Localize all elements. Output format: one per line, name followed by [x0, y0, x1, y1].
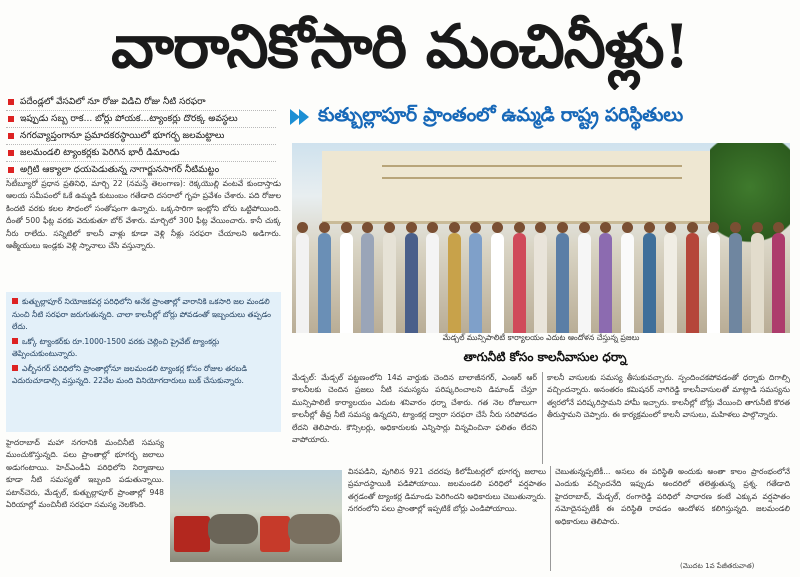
bullet-item [6, 128, 276, 145]
person-figure [643, 233, 656, 333]
building [322, 151, 742, 224]
bullet-text: పదేండ్లలో వేసవిలో నూ రోజు విడిచి రోజు నీటి సరఫరా [20, 97, 206, 107]
tanker-photo [170, 470, 342, 562]
person-figure [621, 233, 634, 333]
continuation-credit: (మొదట 1వ పేజీతరువాత) [680, 562, 755, 570]
bullet-item [6, 145, 276, 162]
person-figure [513, 233, 526, 333]
water-tank [208, 514, 258, 544]
subhead-text: కుత్బుల్లాపూర్ ప్రాంతంలో ఉమ్మడి రాష్ట్ర పరిస్థితులు [318, 103, 683, 126]
person-figure [729, 233, 742, 333]
article-column-5 [348, 466, 546, 571]
column-divider [542, 372, 543, 464]
protest-photo [292, 143, 790, 333]
subhead [290, 96, 790, 138]
article-text: కాలనీ వాసులకు సమస్య తీసుకువచ్చారు. స్పందించకపోవడంతో ధర్నాకు దిగాల్సి వచ్చిందన్నారు. అనంతరం కమిషనర్ నాగిరెడ్డి కాలనీవాసులతో మాట్లాడి సమస్యను త్వరలోనే పరిష్కరిస్తామని హామీ ఇచ్చారు. కాలనీల్లో బోర్లు వేయించి తాగునీటి కొరత తీరుస్తామని చెప్పారు. ఈ కార్యక్రమంలో కాలనీ వాసులు, మహిళలు పాల్గొన్నారు. [547, 373, 790, 420]
highlight-text: ఒక్కో ట్యాంకర్‌కు రూ.1000-1500 వరకు చెల్లించి ప్రైవేట్ ట్యాంకర్లు తెప్పించుకుంటున్నారు. [12, 336, 220, 358]
highlight-box [6, 292, 281, 432]
person-figure [340, 233, 353, 333]
person-figure [707, 233, 720, 333]
person-figure [469, 233, 482, 333]
bullet-text: నగరవ్యాప్తంగానూ ప్రమాదకరస్థాయిలో భూగర్భ జలమట్టాలు [20, 131, 225, 141]
person-figure [491, 233, 504, 333]
article-text: చెబుతున్నప్పటికీ... అసలు ఈ పరిస్థితి అందుకు అంతా కాలం ప్రారంభంలోనే ఎందుకు వచ్చిందనేది ఇప్పుడు అందరిలో తలెత్తుతున్న ప్రశ్న. గతేడాది హైదరాబాద్, మేడ్చల్, రంగారెడ్డి పరిధిలో సాధారణ కంటే ఎక్కువ వర్షపాతం నమోదైనప్పటికీ ఈ పరిస్థితి రావడం ఆందోళన కలిగిస్తున్నది. జలమండలి అధికారులు తెలిపారు. [555, 467, 790, 526]
person-figure [664, 233, 677, 333]
bullet-text: ఇప్పుడు సబ్బ రాక... బోర్లు పోయక...ట్యాంకర్లు దొరక్క అవస్థలు [20, 114, 238, 124]
person-figure [318, 233, 331, 333]
article-text: హైదరాబాద్ మహా నగరానికి మంచినీటి సమస్య ముంచుకొస్తున్నది. పలు ప్రాంతాల్లో భూగర్భ జలాలు అడుగంటాయి. హెచ్ఎండీఏ పరిధిలోని నిర్మాణాలు కూడా నీటి సమస్యతో ఇబ్బంది పడుతున్నాయి. పటాన్‌చెరు, మేడ్చల్, కుత్బుల్లాపూర్ ప్రాంతాల్లో 948 ఏరియాల్లో మంచినీటి సరఫరా సమస్య నెలకొంది. [6, 438, 164, 510]
story-headline: తాగునీటి కోసం కాలనీవాసుల ధర్నా [463, 350, 627, 364]
bullet-text: జలమండలి ట్యాంకర్లకు పెరిగిన భారీ డిమాండు [20, 148, 180, 158]
person-figure [405, 233, 418, 333]
bullet-item [6, 111, 276, 128]
bullet-item [6, 94, 276, 111]
person-figure [686, 233, 699, 333]
column-divider [550, 466, 551, 571]
article-column-1 [6, 178, 281, 288]
bullet-marker-icon [8, 133, 14, 139]
highlight-text: కుత్బుల్లాపూర్ నియోజకవర్గ పరిధిలోని అనేక ప్రాంతాల్లో వారానికి ఒకసారి జల మండలి నుంచి నీటి సరఫరా జరుగుతున్నది. చాలా కాలనీల్లో బోర్లు పోవడంతో ఇబ్బందులు తప్పడం లేదు. [12, 297, 271, 331]
article-column-6 [555, 466, 790, 562]
truck-cab [174, 516, 210, 552]
bullet-item [6, 162, 276, 179]
person-figure [534, 233, 547, 333]
article-text: మేడ్చల్: మేడ్చల్ పట్టణంలోని 14వ వార్డుకు చెందిన బాలాజీనగర్, ఎంఆర్ ఆర్ కాలనీలకు చెందిన ప్రజలు నీటి సమస్యను పరిష్కరించాలని డిమాండ్ చేస్తూ మున్సిపాలిటీ కార్యాలయం ఎదుట శనివారం ధర్నా చేశారు. గత నెల రోజులుగా కాలనీల్లో తీవ్ర నీటి సమస్య ఉన్నదని, ట్యాంకర్ల ద్వారా సరఫరా చేసే నీరు సరిపోవడం లేదని తెలిపారు. కౌన్సిలర్లు, అధికారులకు ఎన్నిసార్లు విన్నవించినా ఫలితం లేదని వాపోయారు. [292, 373, 537, 445]
bullet-text: అగ్రిటి ఆక్యాలా ధయపెడుతున్న నాగార్జునసాగర్ నీటిమట్టం [20, 165, 220, 175]
person-figure [296, 233, 309, 333]
bullet-marker-icon [8, 150, 14, 156]
chevron-right-icon [290, 105, 312, 129]
person-figure [383, 233, 396, 333]
person-figure [772, 233, 785, 333]
bullet-marker-icon [12, 365, 18, 371]
bullet-marker-icon [12, 298, 18, 304]
bullet-marker-icon [12, 338, 18, 344]
person-figure [578, 233, 591, 333]
article-text: సిటీబ్యూరో ప్రధాన ప్రతినిధి, మార్చి 22 (నమస్తే తెలంగాణ): రెక్కయొల్లి వంటవే కుందాస్తాడు ఆలయ సమీపంలో ఓకే ఉమ్మడి కుటుంబం గతేడాది దసరాలో గృహ ప్రవేశం చేశారు. పది రోజుల కిందటి వరకు కలల సౌధంలో సంతోషంగా ఉన్నారు. ఒక్కసారిగా ఇంట్లోని బోరు ఒట్టిపోయింది. దీంతో 500 ఫీట్ల వరకు వెదుకుతూ బోర్ వేశారు. మార్చిలో 300 ఫీట్ల వేయించారు. కానీ చుక్క నీరు రాలేదు. సన్నిటిలో కాలనీ వాళ్లు కూడా వెళ్లి నీళ్లు సరఫరా చేయాలని అడిగారు. ఆత్మీయులు ఇండ్లకు వెళ్లి స్నానాలు చేసి వస్తున్నారు. [6, 179, 281, 251]
crowd [292, 215, 790, 333]
article-column-3 [292, 372, 537, 464]
headline: వారానికోసారి మంచినీళ్లు! [111, 12, 689, 82]
person-figure [751, 233, 764, 333]
photo-caption: మేడ్చల్ మున్సిపాలిటీ కార్యాలయం ఎదుట ఆందోళన చేస్తున్న ప్రజలు [442, 333, 640, 342]
bullet-list [6, 94, 276, 179]
bullet-marker-icon [8, 116, 14, 122]
person-figure [426, 233, 439, 333]
highlight-text: ఎల్బీనగర్ పరిధిలోని ప్రాంతాల్లోనూ జలమండలి ట్యాంకర్ల కోసం రోజుల తరబడి ఎదురుచూడాల్సి వస్తున్నది. 22వేల మంది వినియోగదారులు బుక్ చేసుకున్నారు. [12, 363, 247, 385]
bullet-marker-icon [8, 167, 14, 173]
bullet-marker-icon [8, 99, 14, 105]
person-figure [599, 233, 612, 333]
water-tank [288, 514, 340, 544]
person-figure [448, 233, 461, 333]
article-column-4 [547, 372, 790, 464]
article-column-2 [6, 437, 164, 571]
truck-cab [260, 516, 290, 552]
article-text: వినపడిని, వుగిలిన 921 చదరపు కిలోమీటర్లలో భూగర్భ జలాలు ప్రమాదస్థాయికి పడిపోయాయి. జలమండలి పరిధిలో వర్షపాతం తగ్గడంతో ట్యాంకర్ల డిమాండు పెరిగిందని అధికారులు చెబుతున్నారు. నగరంలోని పలు ప్రాంతాల్లో ఇప్పటికే బోర్లు ఎండిపోయాయి. [348, 467, 546, 514]
person-figure [556, 233, 569, 333]
person-figure [361, 233, 374, 333]
